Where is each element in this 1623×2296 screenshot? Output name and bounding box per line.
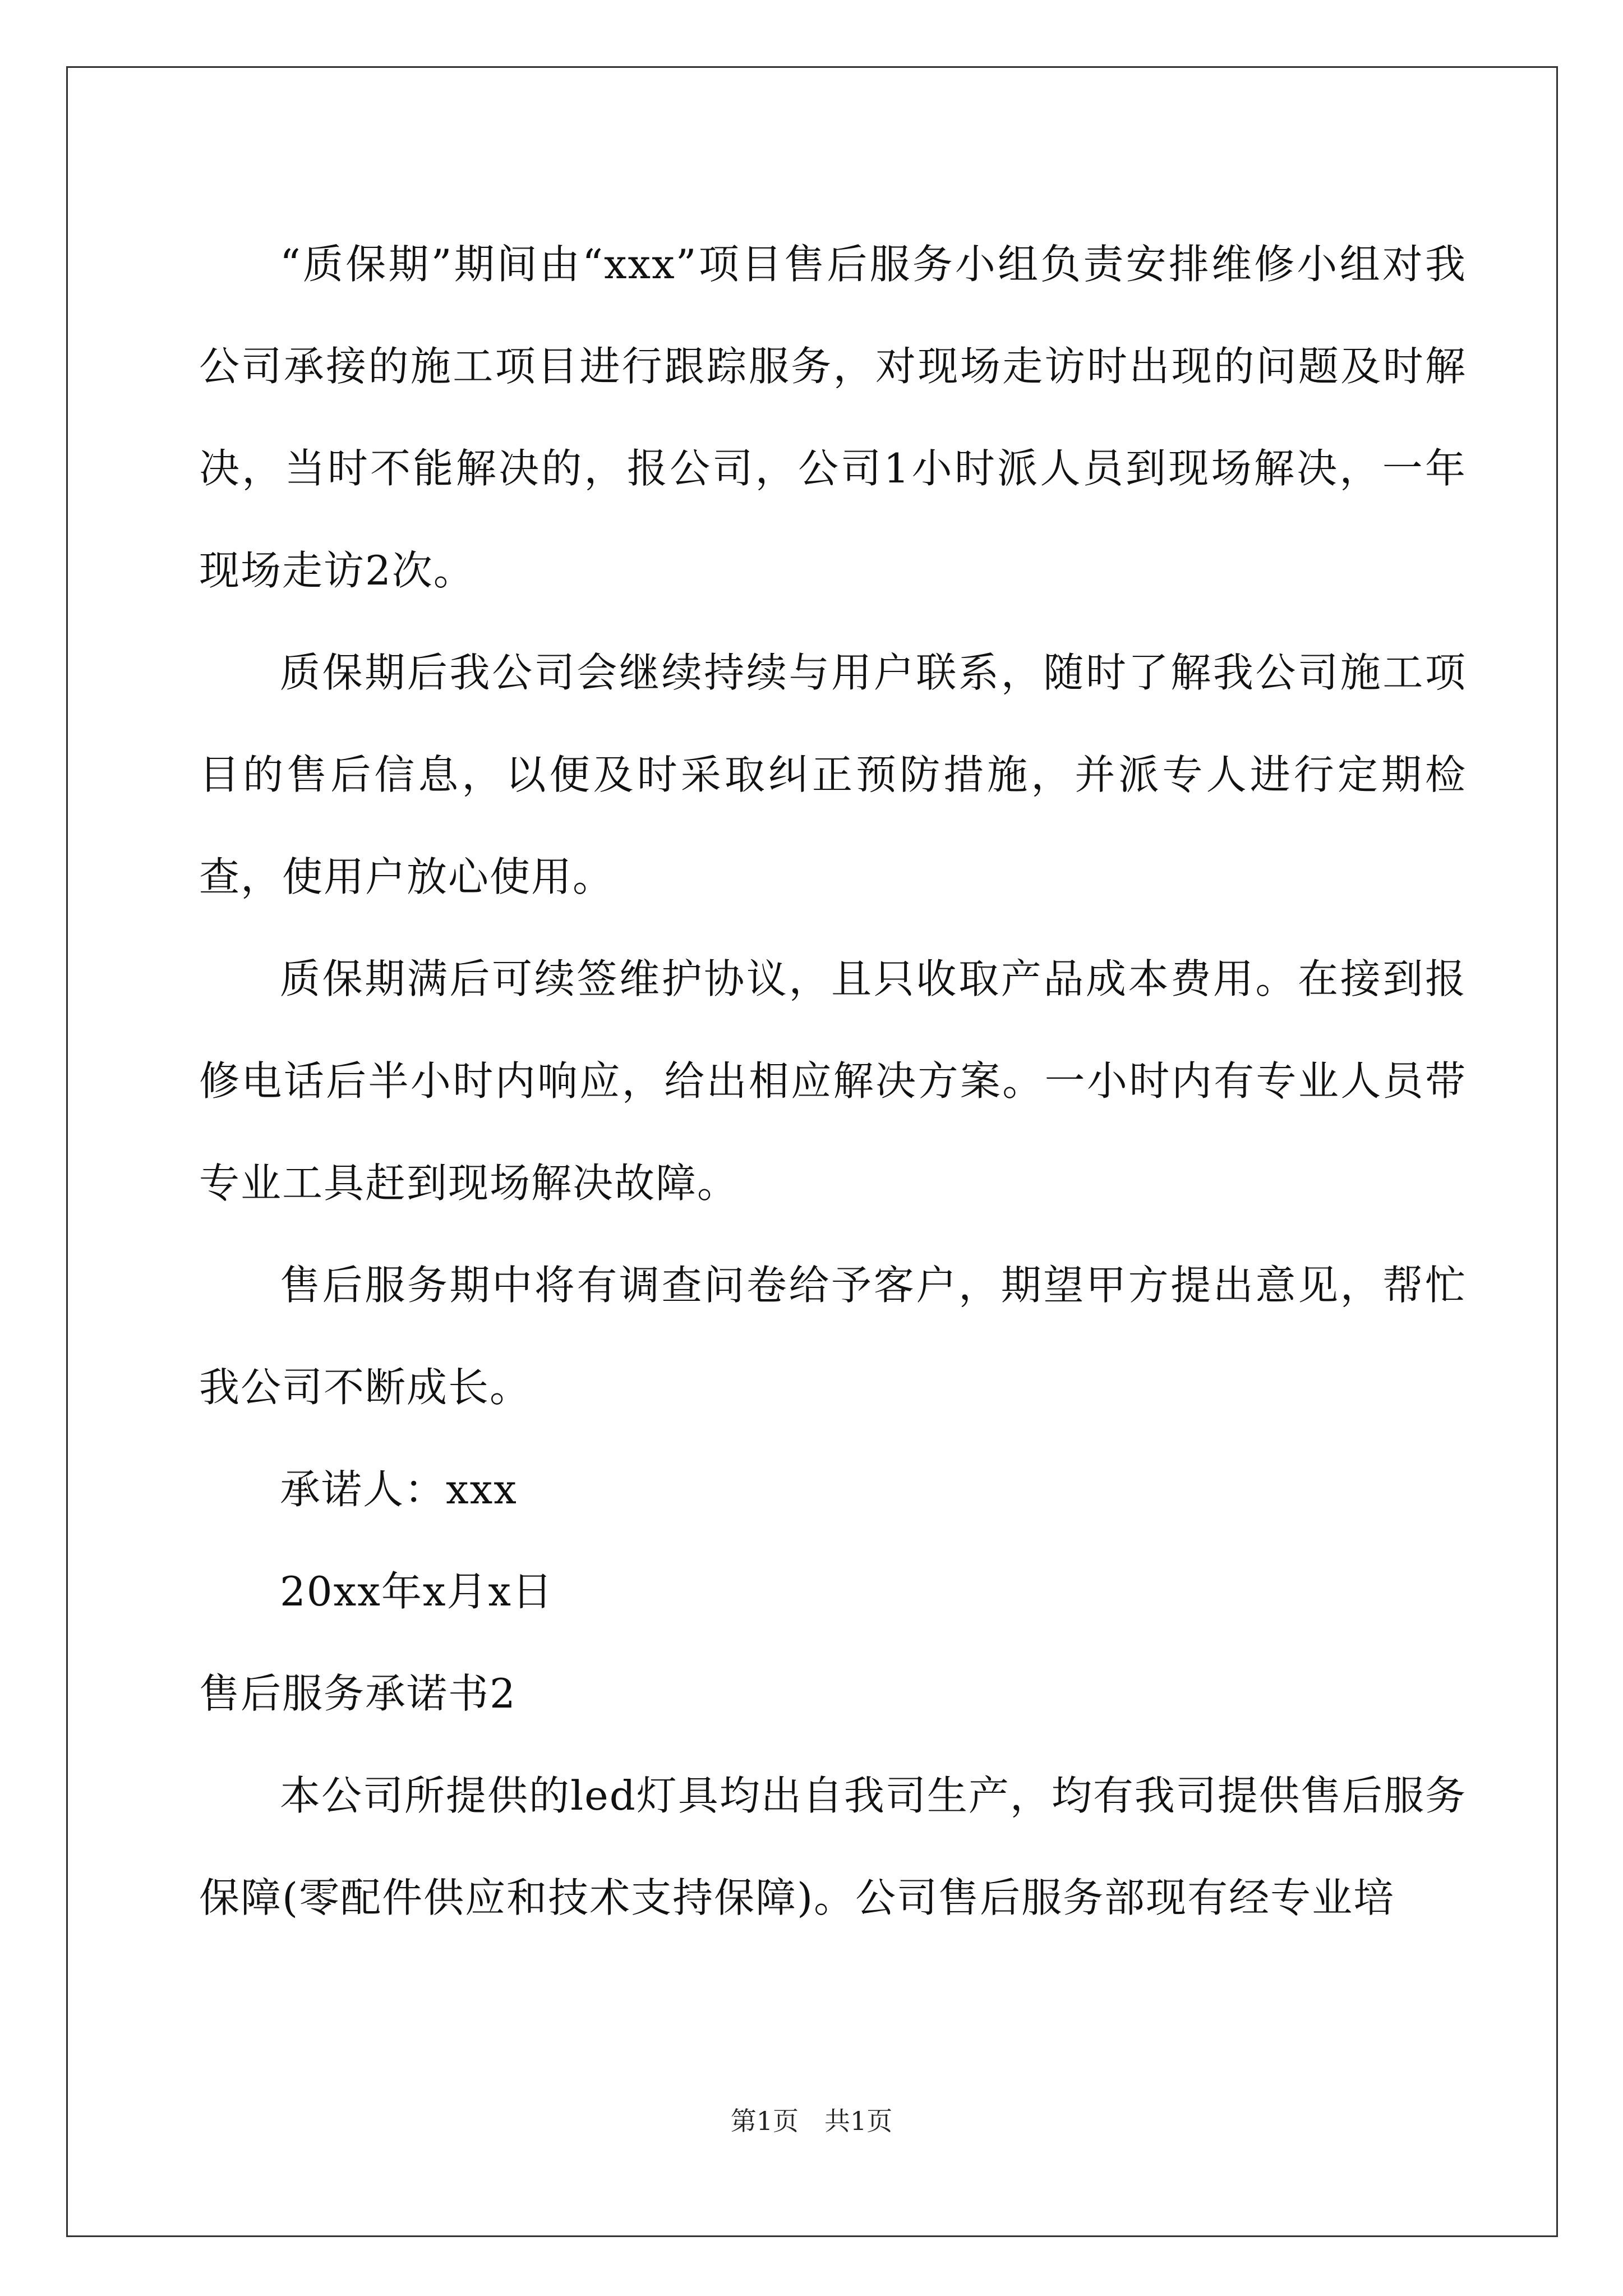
paragraph-maintenance-agreement: 质保期满后可续签维护协议，且只收取产品成本费用。在接到报修电话后半小时内响应，给出相应解决方案。一小时内有专业人员带专业工具赶到现场解决故障。	[199, 955, 1467, 1207]
section-title: 售后服务承诺书2	[199, 1670, 517, 1717]
signature-line: 承诺人：xxx	[280, 1466, 518, 1513]
paragraph-after-warranty: 质保期后我公司会继续持续与用户联系，随时了解我公司施工项目的售后信息，以便及时采取纠正预防措施，并派专人进行定期检查，使用户放心使用。	[199, 649, 1467, 900]
paragraph-questionnaire: 售后服务期中将有调查问卷给予客户，期望甲方提出意见，帮忙我公司不断成长。	[199, 1262, 1467, 1411]
date-line: 20xx年x月x日	[280, 1568, 554, 1615]
paragraph-led-products: 本公司所提供的led灯具均出自我司生产，均有我司提供售后服务保障(零配件供应和技术支持保障)。公司售后服务部现有经专业培	[199, 1772, 1467, 1921]
page-footer: 第1页 共1页	[730, 2106, 893, 2136]
paragraph-warranty-period: “质保期”期间由“xxx”项目售后服务小组负责安排维修小组对我公司承接的施工项目进行跟踪服务，对现场走访时出现的问题及时解决，当时不能解决的，报公司，公司1小时派人员到现场解决，一年现场走访2次。	[199, 241, 1467, 594]
document-body	[199, 213, 1467, 1949]
